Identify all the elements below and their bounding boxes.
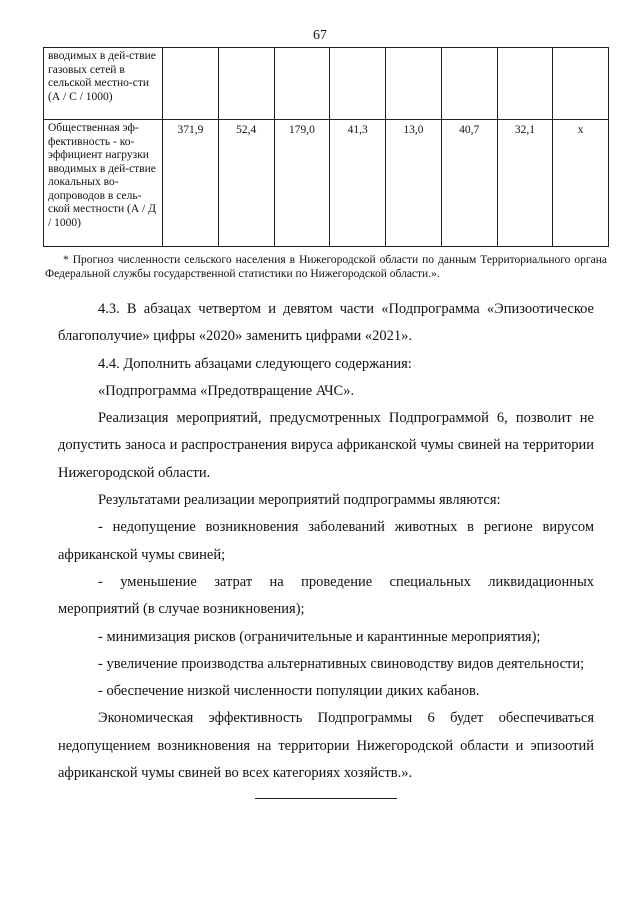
table-cell: 52,4 — [218, 120, 274, 247]
paragraph: Экономическая эффективность Подпрограммы 6 будет обеспечиваться недопущением возникновения на территории Нижегородской области и эпизоотий африканской чумы свиней во всех категориях хозяйств.». — [58, 710, 594, 782]
indicator-table — [43, 47, 609, 247]
paragraph: - уменьшение затрат на проведение специальных ликвидационных мероприятий (в случае возникновения); — [58, 573, 594, 618]
paragraph: 4.3. В абзацах четвертом и девятом части «Подпрограмма «Эпизоотическое благополучие» цифры «2020» заменить цифрами «2021». — [58, 301, 594, 345]
table-cell — [386, 48, 442, 120]
table-cell — [330, 48, 386, 120]
table-cell — [163, 48, 219, 120]
page-number: 67 — [313, 28, 327, 43]
table-cell: х — [553, 120, 609, 247]
row-label: Общественная эф-фективность - ко-эффициент нагрузки вводимых в дей-ствие локальных во-допроводов в сель-ской местности (А / Д / 1000) — [44, 120, 163, 247]
footnote: * Прогноз численности сельского населения в Нижегородской области по данным Территориального органа Федеральной службы государственной статистики по Нижегородской области.». — [45, 254, 607, 280]
paragraph: - минимизация рисков (ограничительные и карантинные мероприятия); — [98, 628, 541, 645]
paragraph: 4.4. Дополнить абзацами следующего содержания: — [98, 355, 412, 372]
table-cell: 40,7 — [441, 120, 497, 247]
table-row — [44, 120, 609, 247]
paragraph: Результатами реализации мероприятий подпрограммы являются: — [98, 492, 501, 509]
table-cell — [497, 48, 553, 120]
table-cell — [441, 48, 497, 120]
table-cell: 13,0 — [386, 120, 442, 247]
table-cell — [274, 48, 330, 120]
paragraph: - увеличение производства альтернативных свиноводству видов деятельности; — [98, 655, 585, 672]
table-cell: 179,0 — [274, 120, 330, 247]
table-cell — [553, 48, 609, 120]
table-row — [44, 48, 609, 120]
paragraph: - обеспечение низкой численности популяции диких кабанов. — [98, 683, 480, 700]
table-cell: 32,1 — [497, 120, 553, 247]
body-text — [58, 296, 594, 787]
paragraph: Реализация мероприятий, предусмотренных Подпрограммой 6, позволит не допустить заноса и распространения вируса африканской чумы свиней на территории Нижегородской области. — [58, 410, 594, 481]
table-cell — [218, 48, 274, 120]
row-label: вводимых в дей-ствие газовых сетей в сельской местно-сти (А / С / 1000) — [44, 48, 163, 120]
paragraph: - недопущение возникновения заболеваний животных в регионе вирусом африканской чумы свиней; — [58, 519, 594, 563]
table-cell: 41,3 — [330, 120, 386, 247]
paragraph: «Подпрограмма «Предотвращение АЧС». — [98, 382, 355, 399]
table-cell: 371,9 — [163, 120, 219, 247]
separator-line — [255, 798, 397, 799]
